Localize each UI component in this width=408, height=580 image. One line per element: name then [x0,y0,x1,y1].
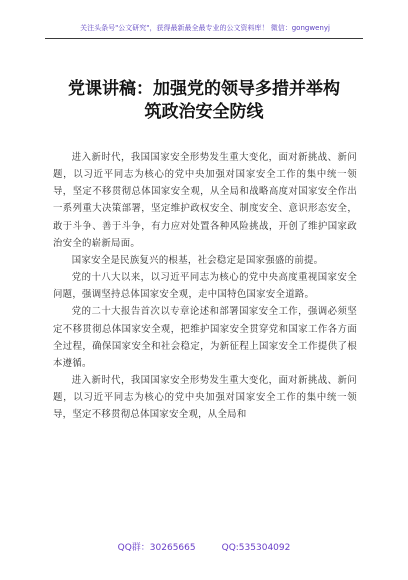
footer-qq: QQ:535304092 [221,543,291,553]
document-title [38,78,370,124]
paragraph-5: 进入新时代，我国国家安全形势发生重大变化，面对新挑战、新问题，以习近平同志为核心的党中央加强对国家安全工作的集中统一领导，坚定不移贯彻总体国家安全观，从全局和 [53,375,357,421]
paragraph-3: 党的十八大以来，以习近平同志为核心的党中央高度重视国家安全问题，强调坚持总体国家安全观，走中国特色国家安全道路。 [53,272,357,301]
footer-qq-group: QQ群：30265665 [117,543,196,553]
header-divider [45,38,363,39]
header-note: 关注头条号"公文研究"，获得最新最全最专业的公文资料库！ 微信：gongwenyj [80,24,330,32]
paragraph-4: 党的二十大报告首次以专章论述和部署国家安全工作，强调必须坚定不移贯彻总体国家安全观，把维护国家安全贯穿党和国家工作各方面全过程，确保国家安全和社会稳定，为新征程上国家安全工作提供了根本遵循。 [53,306,357,369]
footer-contact [0,542,408,554]
title-line-1: 党课讲稿：加强党的领导多措并举构 [68,79,340,99]
document-body [53,149,357,424]
paragraph-1: 进入新时代，我国国家安全形势发生重大变化，面对新挑战、新问题，以习近平同志为核心的党中央加强对国家安全工作的集中统一领导，坚定不移贯彻总体国家安全观，从全局和战略高度对国家安全作出一系列重大决策部署，坚定维护政权安全、制度安全、意识形态安全，敢于斗争、善于斗争，有力应对处置各种风险挑战，开创了维护国家政治安全的崭新局面。 [53,152,357,249]
title-line-2: 筑政治安全防线 [144,102,264,122]
paragraph-2: 国家安全是民族复兴的根基，社会稳定是国家强盛的前提。 [71,254,324,266]
